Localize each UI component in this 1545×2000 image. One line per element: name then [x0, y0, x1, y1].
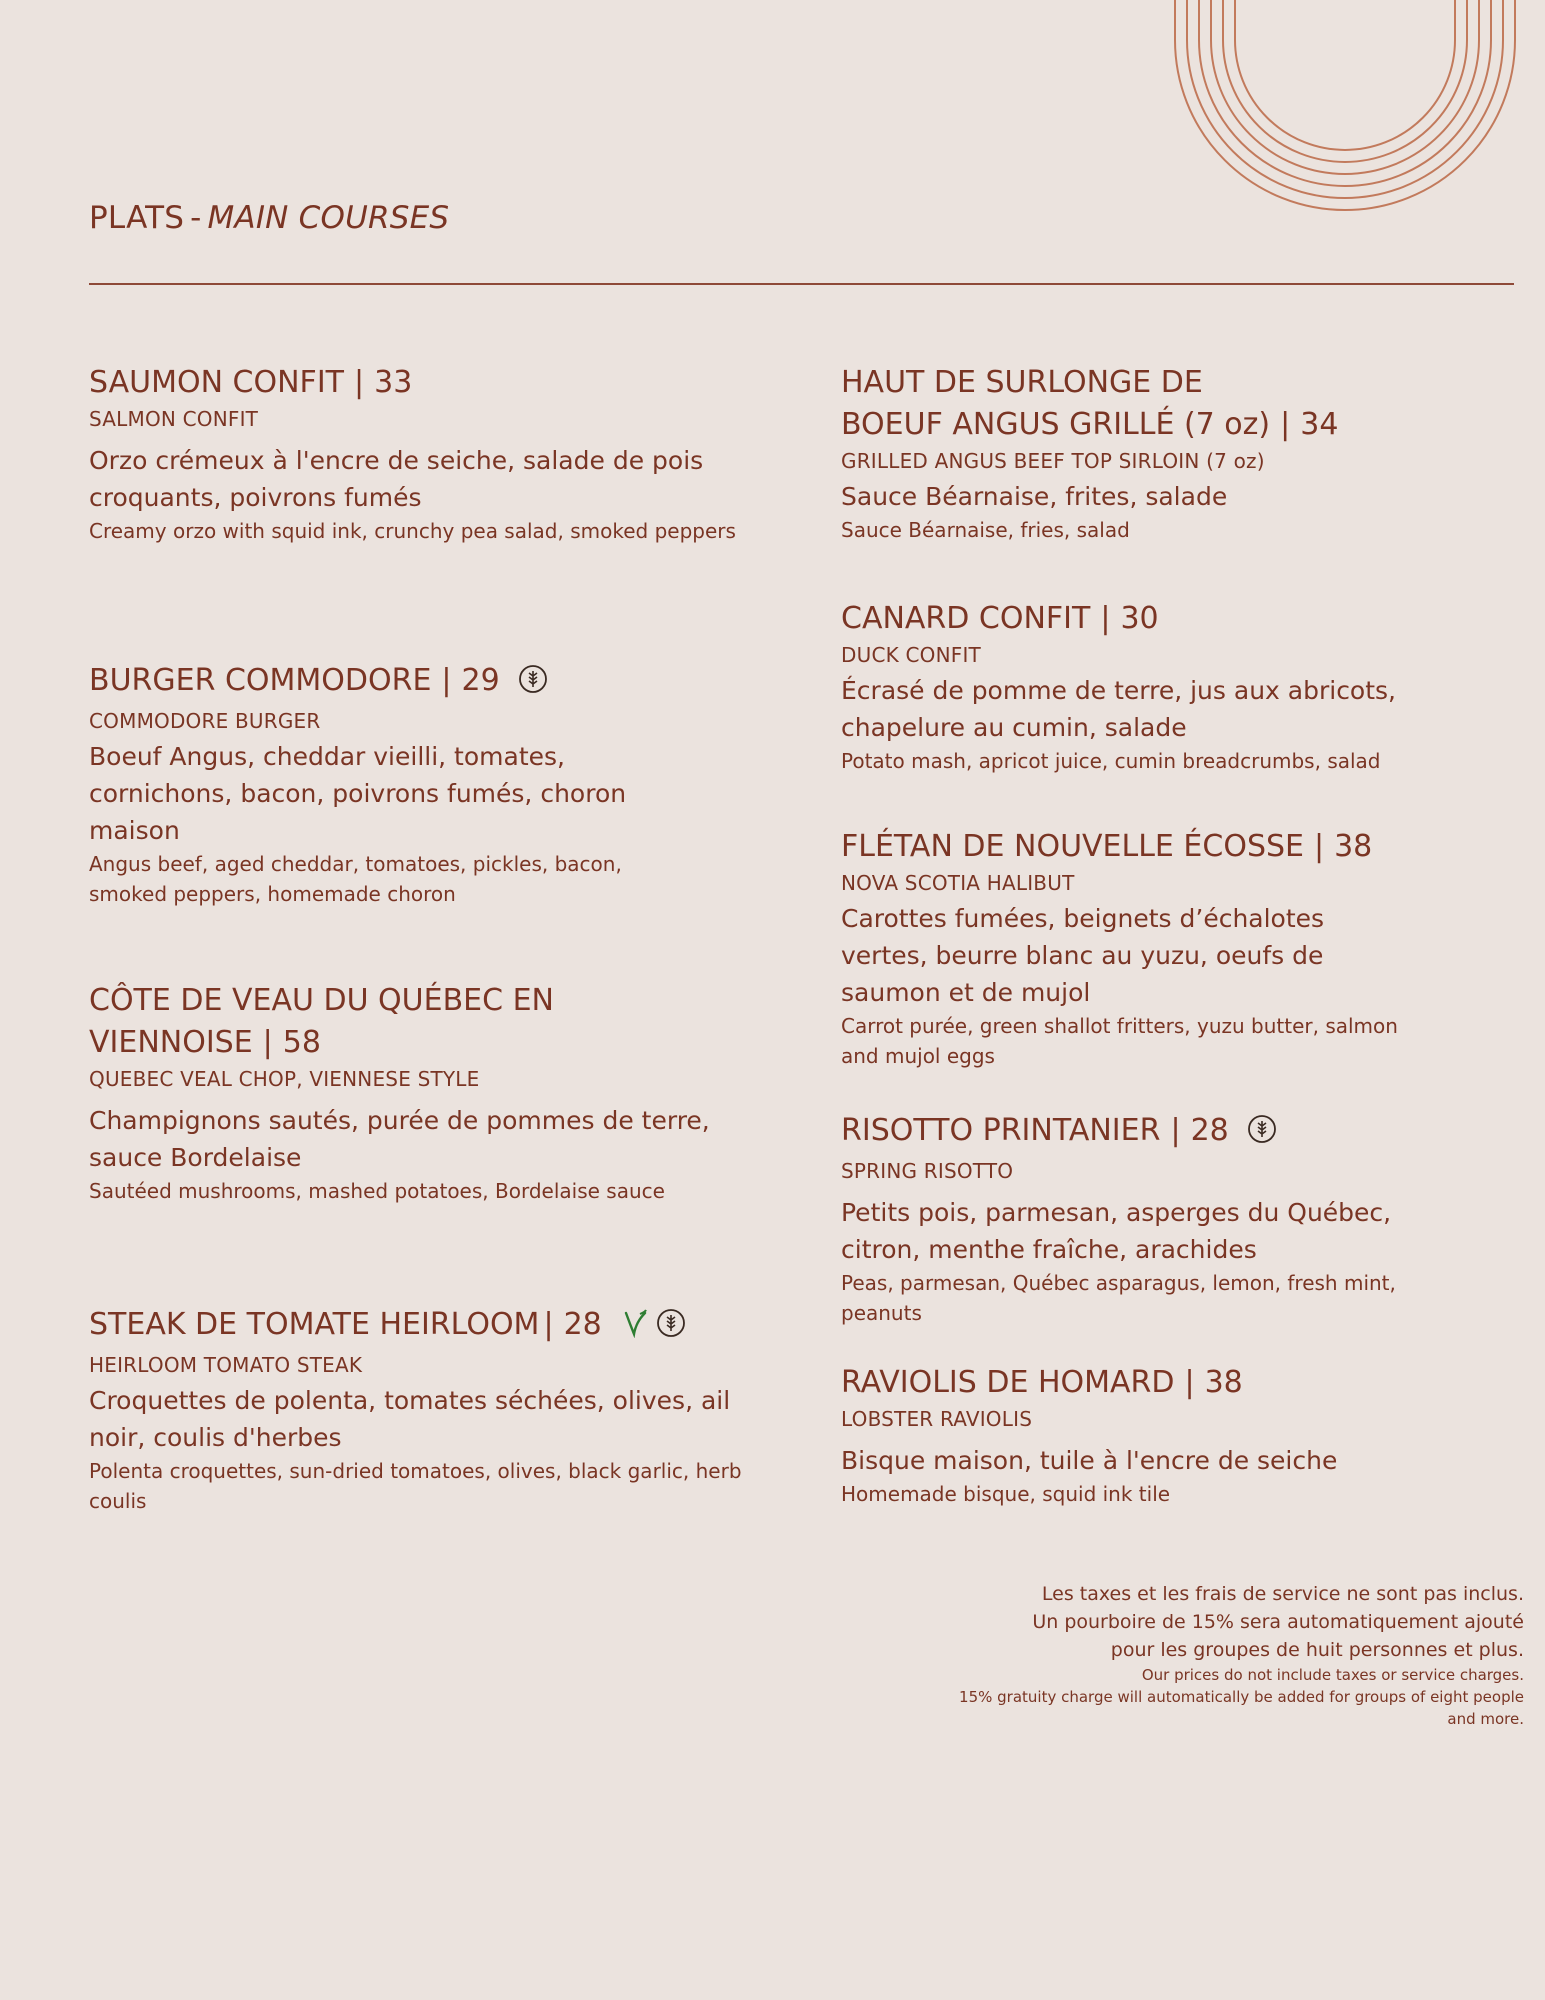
dish-name: CANARD CONFIT | 30: [841, 601, 1159, 636]
dish-price: 38: [1334, 829, 1373, 864]
dish-description-fr: Champignons sautés, purée de pommes de terre, sauce Bordelaise: [89, 1106, 710, 1172]
dish-name: BOEUF ANGUS GRILLÉ (7 oz) | 34: [841, 407, 1339, 442]
dish-description-fr: Boeuf Angus, cheddar vieilli, tomates, cornichons, bacon, poivrons fumés, choron maison: [89, 742, 627, 845]
dish-name: STEAK DE TOMATE HEIRLOOM | 28: [89, 1304, 749, 1350]
gluten-free-icon: [656, 1308, 686, 1350]
dish-name-en: HEIRLOOM TOMATO STEAK: [89, 1353, 363, 1377]
dish-name-en: COMMODORE BURGER: [89, 709, 321, 733]
menu-item: [89, 980, 749, 1206]
dish-name-fr: SAUMON CONFIT: [89, 365, 344, 400]
dish-name-fr: RISOTTO PRINTANIER: [841, 1113, 1161, 1148]
dish-name: BURGER COMMODORE | 29: [89, 660, 749, 706]
dish-description-en: Sautéed mushrooms, mashed potatoes, Bordelaise sauce: [89, 1179, 665, 1203]
footer-en-line2: 15% gratuity charge will automatically be added for groups of eight people: [959, 1688, 1524, 1706]
dish-description-en: Angus beef, aged cheddar, tomatoes, pickles, bacon, smoked peppers, homemade choron: [89, 852, 622, 906]
footer-fr-line1: Les taxes et les frais de service ne sont pas inclus.: [1041, 1583, 1524, 1605]
dish-name-fr: RAVIOLIS DE HOMARD: [841, 1365, 1175, 1400]
dish-description-en: Sauce Béarnaise, fries, salad: [841, 518, 1130, 542]
footer-en-line1: Our prices do not include taxes or service charges.: [1141, 1666, 1524, 1684]
menu-item: [841, 362, 1521, 545]
footer-notice: [824, 1580, 1524, 1730]
dish-description-fr: Petits pois, parmesan, asperges du Québec, citron, menthe fraîche, arachides: [841, 1198, 1392, 1264]
menu-item: [841, 1110, 1521, 1328]
dish-name: SAUMON CONFIT | 33: [89, 365, 413, 400]
gluten-free-icon: [1247, 1114, 1277, 1156]
dish-price: 29: [461, 663, 500, 698]
menu-item: [841, 598, 1521, 776]
dish-name-en: SPRING RISOTTO: [841, 1159, 1014, 1183]
dish-name-en: NOVA SCOTIA HALIBUT: [841, 871, 1075, 895]
dish-description-en: Polenta croquettes, sun-dried tomatoes, olives, black garlic, herb coulis: [89, 1459, 742, 1513]
dish-name-en: GRILLED ANGUS BEEF TOP SIRLOIN (7 oz): [841, 449, 1265, 473]
dish-name: RISOTTO PRINTANIER | 28: [841, 1110, 1521, 1156]
dish-name-fr: CANARD CONFIT: [841, 601, 1091, 636]
dish-price: 34: [1300, 407, 1339, 442]
dish-name: FLÉTAN DE NOUVELLE ÉCOSSE | 38: [841, 829, 1373, 864]
dish-description-fr: Carottes fumées, beignets d’échalotes vertes, beurre blanc au yuzu, oeufs de saumon et de mujol: [841, 904, 1325, 1007]
menu-item: [89, 362, 749, 546]
dish-description-en: Homemade bisque, squid ink tile: [841, 1482, 1171, 1506]
dish-name-en: DUCK CONFIT: [841, 643, 981, 667]
dish-name-fr: BOEUF ANGUS GRILLÉ (7 oz): [841, 407, 1271, 442]
dish-price: 30: [1120, 601, 1159, 636]
gluten-free-icon: [518, 664, 548, 706]
menu-item: [89, 660, 749, 909]
footer-fr-line3: pour les groupes de huit personnes et plus.: [1110, 1639, 1524, 1661]
dish-description-en: Peas, parmesan, Québec asparagus, lemon, fresh mint, peanuts: [841, 1271, 1396, 1325]
title-fr: PLATS: [89, 200, 185, 236]
dish-description-en: Creamy orzo with squid ink, crunchy pea salad, smoked peppers: [89, 519, 736, 543]
dish-name-fr: BURGER COMMODORE: [89, 663, 432, 698]
dish-name: CÔTE DE VEAU DU QUÉBEC EN VIENNOISE | 58: [89, 983, 554, 1060]
dish-name-en: LOBSTER RAVIOLIS: [841, 1407, 1033, 1431]
dish-name-en: SALMON CONFIT: [89, 407, 259, 431]
dish-description-en: Potato mash, apricot juice, cumin breadcrumbs, salad: [841, 749, 1381, 773]
dish-name-fr: CÔTE DE VEAU DU QUÉBEC EN VIENNOISE: [89, 983, 554, 1060]
menu-item: [841, 1362, 1521, 1509]
dish-description-fr: Croquettes de polenta, tomates séchées, olives, ail noir, coulis d'herbes: [89, 1386, 731, 1452]
dish-price: 38: [1204, 1365, 1243, 1400]
footer-en-line3: and more.: [1447, 1710, 1524, 1728]
concentric-arcs-decoration: [1160, 0, 1540, 215]
dish-price: 28: [563, 1307, 602, 1342]
dish-name-fr: STEAK DE TOMATE HEIRLOOM: [89, 1307, 540, 1342]
title-separator: -: [190, 200, 202, 236]
dish-description-fr: Orzo crémeux à l'encre de seiche, salade de pois croquants, poivrons fumés: [89, 446, 704, 512]
vegan-icon: [620, 1308, 650, 1350]
dish-description-en: Carrot purée, green shallot fritters, yuzu butter, salmon and mujol eggs: [841, 1014, 1398, 1068]
dish-description-fr: Écrasé de pomme de terre, jus aux abricots, chapelure au cumin, salade: [841, 676, 1397, 742]
dish-description-fr: Bisque maison, tuile à l'encre de seiche: [841, 1446, 1338, 1475]
title-en: MAIN COURSES: [207, 200, 450, 236]
footer-fr-line2: Un pourboire de 15% sera automatiquement ajouté: [1032, 1611, 1524, 1633]
page-title: [89, 200, 449, 236]
dish-price: 58: [282, 1025, 321, 1060]
dish-price: 28: [1190, 1113, 1229, 1148]
dish-name: RAVIOLIS DE HOMARD | 38: [841, 1365, 1243, 1400]
dish-price: 33: [374, 365, 413, 400]
dish-name-fr: FLÉTAN DE NOUVELLE ÉCOSSE: [841, 829, 1304, 864]
dish-name-en: QUEBEC VEAL CHOP, VIENNESE STYLE: [89, 1067, 480, 1091]
menu-item: [89, 1304, 749, 1516]
header-divider: [89, 283, 1514, 285]
dish-name-line1: HAUT DE SURLONGE DE: [841, 365, 1203, 400]
menu-item: [841, 826, 1521, 1071]
dish-description-fr: Sauce Béarnaise, frites, salade: [841, 482, 1228, 511]
